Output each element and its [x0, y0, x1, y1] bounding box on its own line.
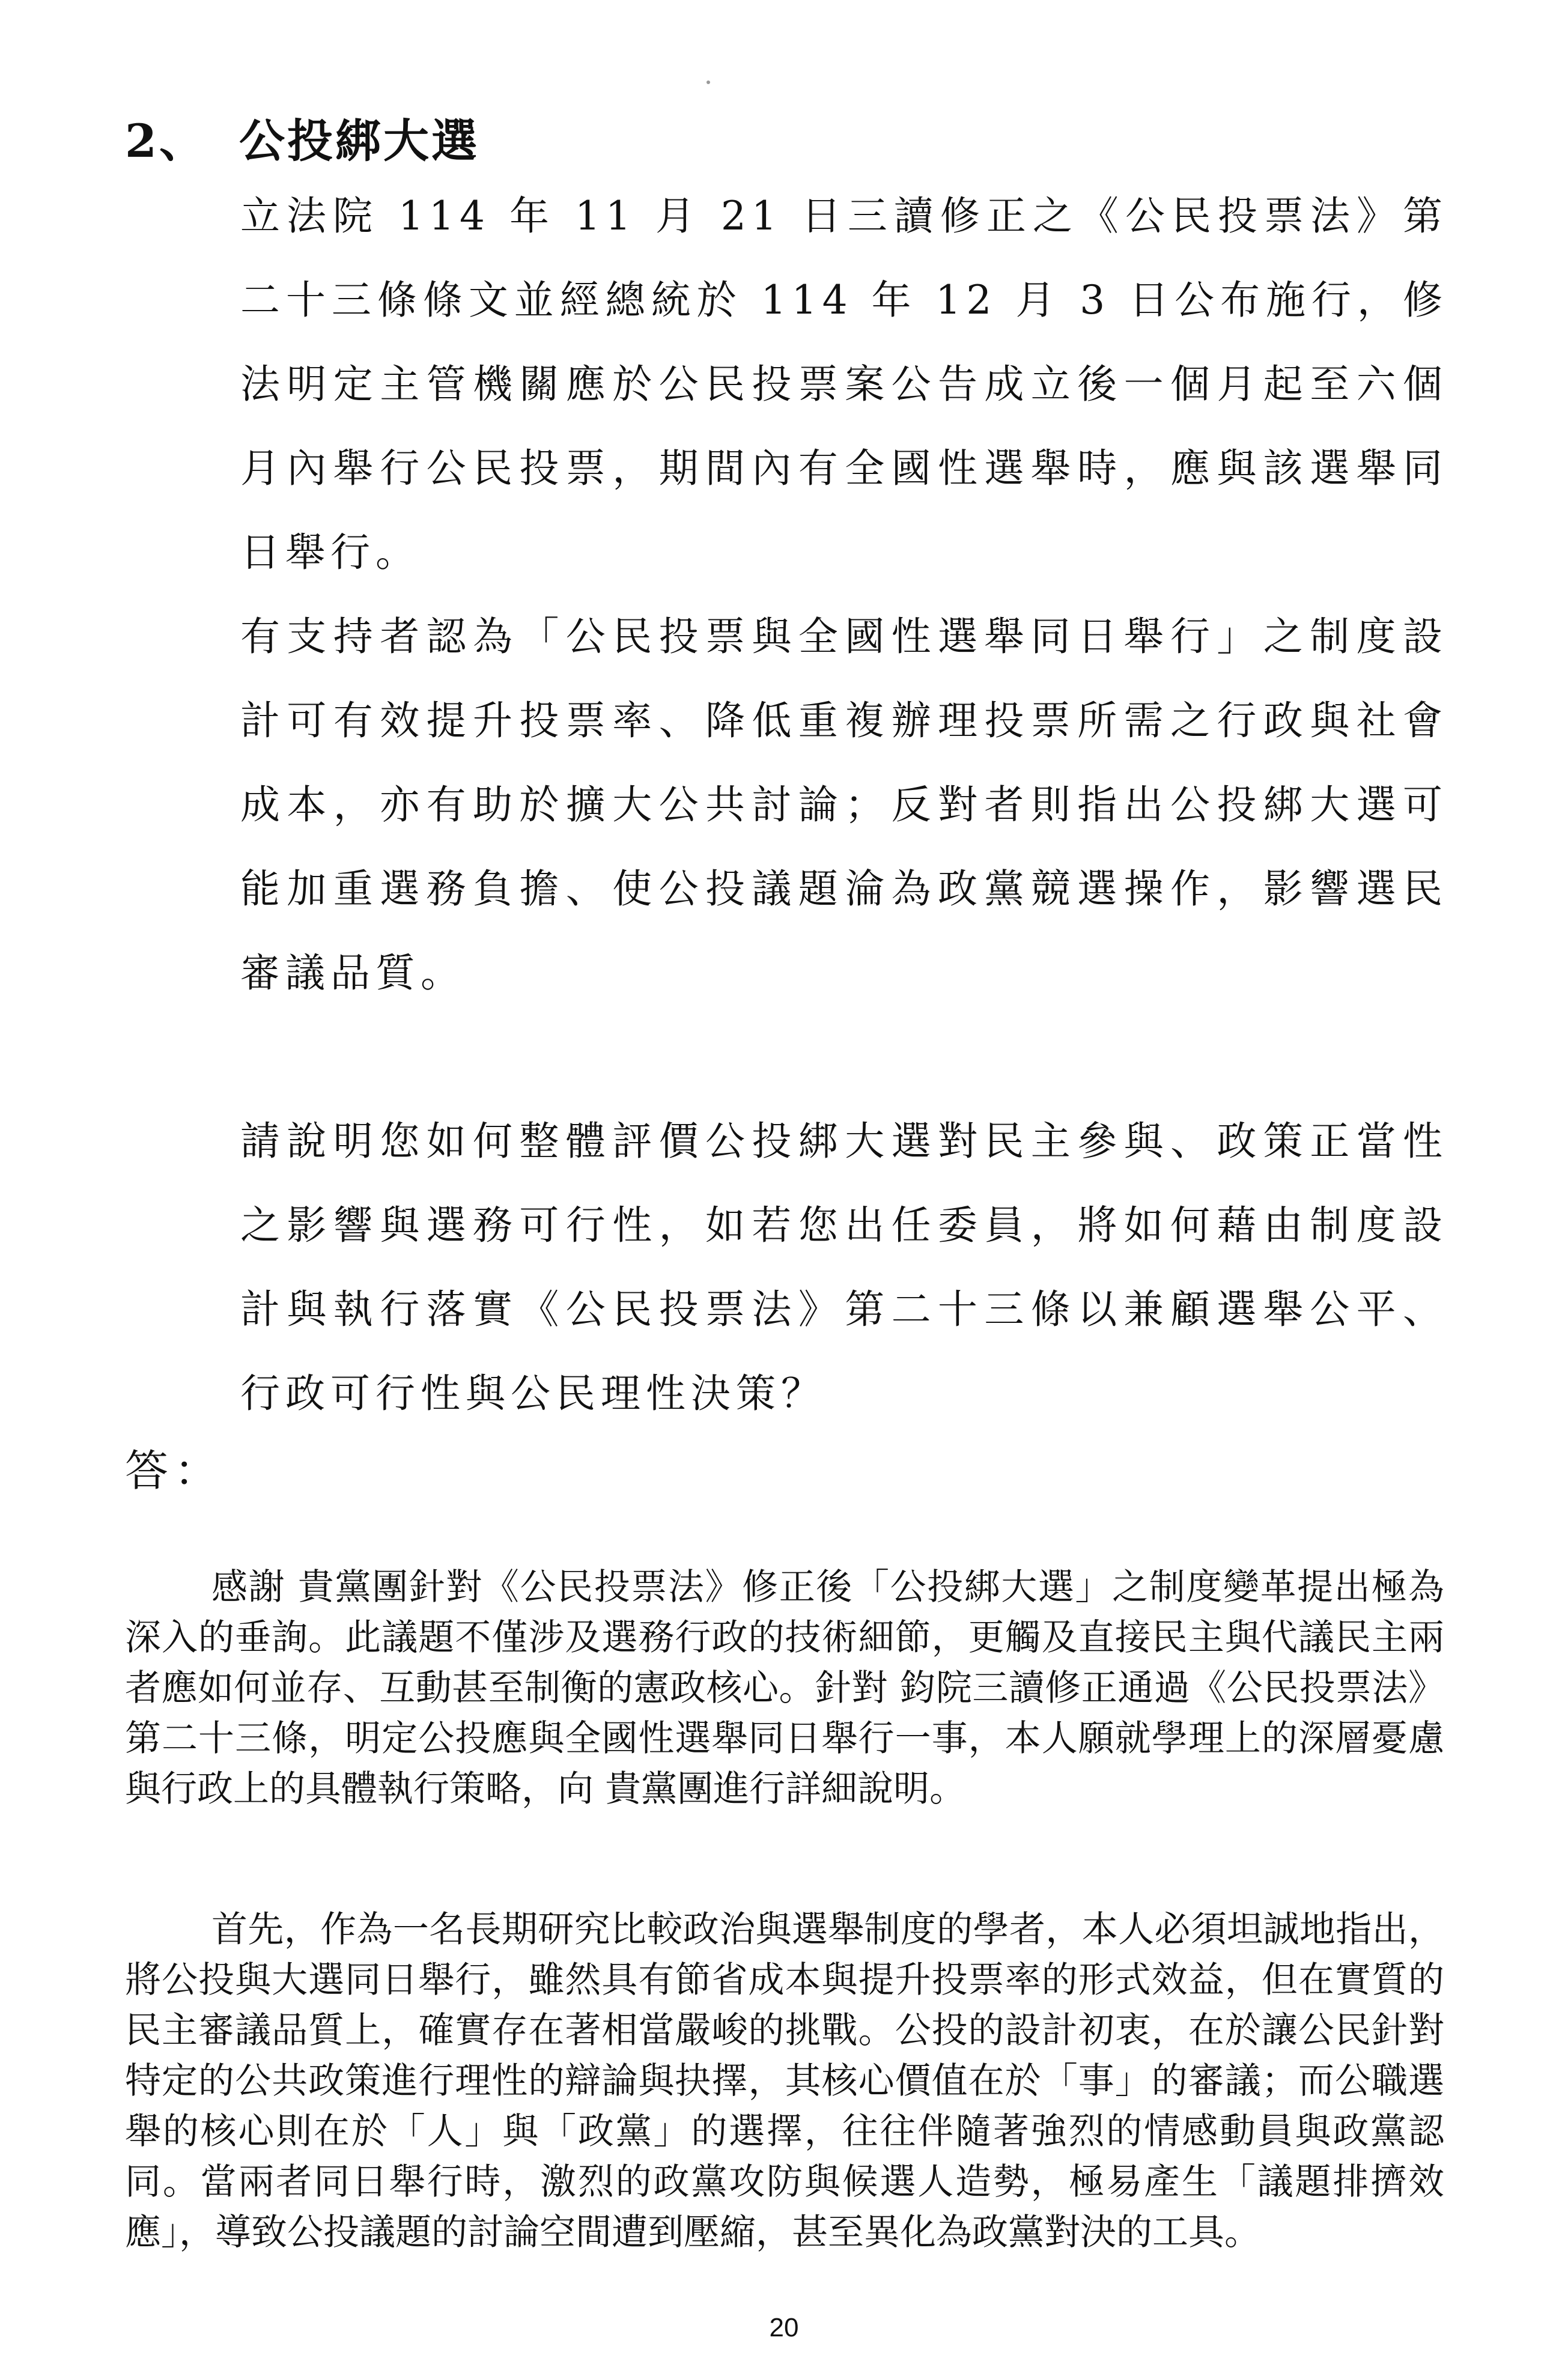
question-paragraph: 立法院 114 年 11 月 21 日三讀修正之《公民投票法》第二十三條條文並經總統於 114 年 12 月 3 日公布施行，修法明定主管機關應於公民投票案公告成立後一個月起至六個月內舉行公民投票，期間內有全國性選舉時，應與該選舉同日舉行。	[240, 193, 1448, 576]
question-heading	[125, 101, 479, 173]
question-title: 公投綁大選	[239, 114, 479, 168]
answer-paragraph: 首先，作為一名長期研究比較政治與選舉制度的學者，本人必須坦誠地指出，將公投與大選同日舉行，雖然具有節省成本與提升投票率的形式效益，但在實質的民主審議品質上，確實存在著相當嚴峻的挑戰。公投的設計初衷，在於讓公民針對特定的公共政策進行理性的辯論與抉擇，其核心價值在於「事」的審議；而公職選舉的核心則在於「人」與「政黨」的選擇，往往伴隨著強烈的情感動員與政黨認同。當兩者同日舉行時，激烈的政黨攻防與候選人造勢，極易產生「議題排擠效應」，導致公投議題的討論空間遭到壓縮，甚至異化為政黨對決的工具。	[125, 1909, 1444, 2253]
page-number: 20	[769, 2313, 799, 2342]
question-paragraph: 有支持者認為「公民投票與全國性選舉同日舉行」之制度設計可有效提升投票率、降低重複辦理投票所需之行政與社會成本，亦有助於擴大公共討論；反對者則指出公投綁大選可能加重選務負擔、使公投議題淪為政黨競選操作，影響選民審議品質。	[240, 613, 1448, 996]
question-paragraph: 請說明您如何整體評價公投綁大選對民主參與、政策正當性之影響與選務可行性，如若您出任委員，將如何藉由制度設計與執行落實《公民投票法》第二十三條以兼顧選舉公平、行政可行性與公民理性決策？	[240, 1118, 1448, 1417]
question-number: 2、	[125, 114, 207, 168]
answer-label: 答：	[125, 1445, 224, 1496]
scan-speck	[707, 81, 710, 84]
answer-paragraph: 感謝 貴黨團針對《公民投票法》修正後「公投綁大選」之制度變革提出極為深入的垂詢。此議題不僅涉及選務行政的技術細節，更觸及直接民主與代議民主兩者應如何並存、互動甚至制衡的憲政核心。針對 鈞院三讀修正通過《公民投票法》第二十三條，明定公投應與全國性選舉同日舉行一事，本人願就學理上的深層憂慮與行政上的具體執行策略，向 貴黨團進行詳細說明。	[125, 1566, 1444, 1810]
